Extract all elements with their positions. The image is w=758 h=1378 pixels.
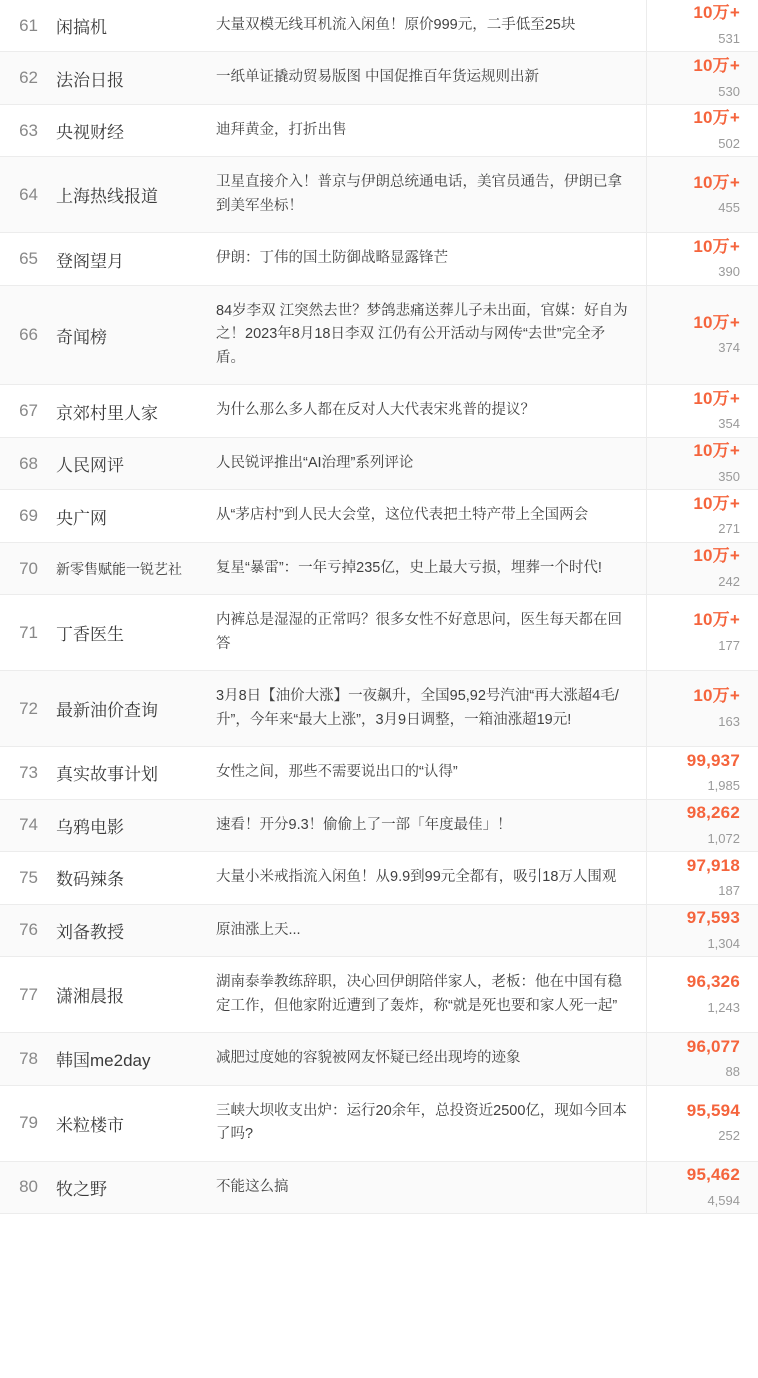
table-row[interactable] <box>0 671 758 747</box>
row-rank: 72 <box>19 698 38 718</box>
row-read-count: 10万+ <box>693 686 740 706</box>
row-stats <box>646 0 758 51</box>
row-like-count: 252 <box>718 1128 740 1144</box>
row-stats <box>646 1162 758 1213</box>
row-account[interactable]: 牧之野 <box>56 1179 107 1199</box>
row-like-count: 350 <box>718 468 740 484</box>
row-account[interactable]: 京郊村里人家 <box>56 403 158 423</box>
row-like-count: 271 <box>718 521 740 537</box>
table-row[interactable] <box>0 747 758 799</box>
row-read-count: 10万+ <box>693 3 740 23</box>
row-rank: 63 <box>19 120 38 140</box>
table-row[interactable] <box>0 438 758 490</box>
row-title[interactable]: 原油涨上天... <box>216 921 301 938</box>
row-title[interactable]: 84岁李双 江突然去世？梦鸽悲痛送葬儿子未出面，官媒：好自为之！2023年8月18日李双 江仍有公开活动与网传“去世”完全矛盾。 <box>216 302 628 366</box>
row-stats <box>646 438 758 489</box>
row-title[interactable]: 3月8日【油价大涨】一夜飙升，全国95,92号汽油“再大涨超4毛/升”，今年来“最大上涨”，3月9日调整，一箱油涨超19元! <box>216 688 619 728</box>
row-stats <box>646 800 758 851</box>
row-account[interactable]: 上海热线报道 <box>56 187 158 207</box>
row-account[interactable]: 最新油价查询 <box>56 701 158 721</box>
row-like-count: 187 <box>718 883 740 899</box>
row-stats <box>646 905 758 956</box>
row-title[interactable]: 大量双模无线耳机流入闲鱼！原价999元，二手低至25块 <box>216 17 576 33</box>
row-read-count: 10万+ <box>693 55 740 75</box>
row-like-count: 163 <box>718 714 740 730</box>
row-title[interactable]: 人民锐评推出“AI治理”系列评论 <box>216 454 414 471</box>
row-rank: 79 <box>19 1113 38 1133</box>
row-stats <box>646 385 758 436</box>
row-title[interactable]: 三峡大坝收支出炉：运行20余年，总投资近2500亿，现如今回本了吗? <box>216 1102 627 1143</box>
row-read-count: 10万+ <box>693 610 740 630</box>
table-row[interactable] <box>0 852 758 904</box>
row-account[interactable]: 人民网评 <box>56 456 124 476</box>
row-read-count: 95,462 <box>686 1164 740 1184</box>
row-read-count: 96,077 <box>686 1036 740 1056</box>
row-title[interactable]: 卫星直接介入！普京与伊朗总统通电话，美官员通告，伊朗已拿到美军坐标！ <box>216 174 622 214</box>
row-read-count: 10万+ <box>693 236 740 256</box>
row-rank: 74 <box>19 815 38 835</box>
row-like-count: 374 <box>718 340 740 356</box>
table-row[interactable] <box>0 385 758 437</box>
row-rank: 71 <box>19 622 38 642</box>
row-account[interactable]: 韩国me2day <box>56 1051 151 1071</box>
row-account[interactable]: 央广网 <box>56 508 107 528</box>
row-read-count: 10万+ <box>693 493 740 513</box>
row-like-count: 4,594 <box>707 1192 740 1208</box>
row-stats <box>646 157 758 232</box>
table-row[interactable] <box>0 0 758 52</box>
row-like-count: 88 <box>725 1064 740 1080</box>
row-like-count: 177 <box>718 638 740 654</box>
row-stats <box>646 52 758 103</box>
row-read-count: 10万+ <box>693 546 740 566</box>
row-rank: 70 <box>19 558 38 578</box>
row-read-count: 10万+ <box>693 441 740 461</box>
row-account[interactable]: 米粒楼市 <box>56 1115 124 1135</box>
row-like-count: 455 <box>718 200 740 216</box>
row-stats <box>646 105 758 156</box>
row-read-count: 10万+ <box>693 172 740 192</box>
table-row[interactable] <box>0 543 758 595</box>
row-title[interactable]: 大量小米戒指流入闲鱼！从9.9到99元全都有，吸引18万人围观 <box>216 869 617 886</box>
table-row[interactable] <box>0 1162 758 1214</box>
row-stats <box>646 490 758 541</box>
row-rank: 65 <box>19 249 38 269</box>
row-title[interactable]: 为什么那么多人都在反对人大代表宋兆普的提议？ <box>216 402 535 419</box>
row-stats <box>646 671 758 746</box>
row-stats <box>646 595 758 670</box>
row-rank: 67 <box>19 401 38 421</box>
row-rank: 73 <box>19 762 38 782</box>
row-title[interactable]: 速看！开分9.3！偷偷上了一部「年度最佳」！ <box>216 816 512 833</box>
row-like-count: 1,304 <box>707 935 740 951</box>
row-rank: 61 <box>19 15 38 35</box>
row-title[interactable]: 迪拜黄金，打折出售 <box>216 121 347 138</box>
row-rank: 75 <box>19 867 38 887</box>
row-read-count: 10万+ <box>693 388 740 408</box>
row-like-count: 531 <box>718 31 740 47</box>
row-read-count: 97,918 <box>686 855 740 875</box>
table-row[interactable] <box>0 1033 758 1085</box>
row-account[interactable]: 数码辣条 <box>56 870 124 890</box>
row-title[interactable]: 复星“暴雷”：一年亏掉235亿，史上最大亏损，埋葬一个时代! <box>216 559 602 576</box>
row-read-count: 96,326 <box>686 972 740 992</box>
row-rank: 77 <box>19 984 38 1004</box>
row-title[interactable]: 从“茅店村”到人民大会堂，这位代表把土特产带上全国两会 <box>216 507 589 524</box>
table-row[interactable] <box>0 105 758 157</box>
row-like-count: 502 <box>718 135 740 151</box>
row-account[interactable]: 丁香医生 <box>56 625 124 645</box>
row-account[interactable]: 潇湘晨报 <box>56 987 124 1007</box>
row-rank: 66 <box>19 325 38 345</box>
row-account[interactable]: 真实故事计划 <box>56 765 158 785</box>
table-row[interactable] <box>0 157 758 233</box>
row-read-count: 97,593 <box>686 908 740 928</box>
table-row[interactable] <box>0 490 758 542</box>
row-stats <box>646 852 758 903</box>
row-rank: 80 <box>19 1177 38 1197</box>
table-row[interactable] <box>0 233 758 285</box>
row-rank: 68 <box>19 453 38 473</box>
row-read-count: 10万+ <box>693 312 740 332</box>
row-stats <box>646 1033 758 1084</box>
row-account[interactable]: 新零售赋能一锐艺社 <box>56 560 182 577</box>
row-account[interactable]: 法治日报 <box>56 70 124 90</box>
row-like-count: 1,985 <box>707 778 740 794</box>
row-like-count: 1,072 <box>707 830 740 846</box>
row-account[interactable]: 奇闻榜 <box>56 327 107 347</box>
table-row[interactable] <box>0 52 758 104</box>
row-rank: 78 <box>19 1048 38 1068</box>
row-stats <box>646 957 758 1032</box>
table-row[interactable] <box>0 800 758 852</box>
row-title[interactable]: 女性之间，那些不需要说出口的“认得” <box>216 764 458 781</box>
row-title[interactable]: 伊朗：丁伟的国土防御战略显露锋芒 <box>216 250 448 267</box>
row-rank: 76 <box>19 920 38 940</box>
row-title[interactable]: 一纸单证撬动贸易版图 中国促推百年货运规则出新 <box>216 69 540 86</box>
table-row[interactable] <box>0 595 758 671</box>
table-row[interactable] <box>0 286 758 385</box>
row-rank: 69 <box>19 506 38 526</box>
row-stats <box>646 286 758 384</box>
table-row[interactable] <box>0 905 758 957</box>
row-account[interactable]: 乌鸦电影 <box>56 817 124 837</box>
row-read-count: 10万+ <box>693 108 740 128</box>
row-rank: 64 <box>19 184 38 204</box>
row-title[interactable]: 内裤总是湿湿的正常吗？很多女性不好意思问，医生每天都在回答 <box>216 612 622 652</box>
row-like-count: 390 <box>718 264 740 280</box>
row-title[interactable]: 不能这么搞 <box>216 1178 289 1195</box>
row-account[interactable]: 登阁望月 <box>56 251 124 271</box>
row-like-count: 530 <box>718 83 740 99</box>
row-rank: 62 <box>19 68 38 88</box>
row-stats <box>646 233 758 284</box>
row-account[interactable]: 刘备教授 <box>56 922 124 942</box>
row-stats <box>646 747 758 798</box>
row-read-count: 95,594 <box>686 1100 740 1120</box>
row-account[interactable]: 央视财经 <box>56 123 124 143</box>
row-title[interactable]: 减肥过度她的容貌被网友怀疑已经出现垮的迹象 <box>216 1050 521 1067</box>
row-read-count: 99,937 <box>686 750 740 770</box>
row-stats <box>646 543 758 594</box>
row-account[interactable]: 闲搞机 <box>56 18 107 38</box>
row-stats <box>646 1086 758 1161</box>
row-like-count: 354 <box>718 416 740 432</box>
row-like-count: 242 <box>718 573 740 589</box>
row-read-count: 98,262 <box>686 803 740 823</box>
table-row[interactable] <box>0 1086 758 1162</box>
row-like-count: 1,243 <box>707 999 740 1015</box>
row-title[interactable]: 湖南泰拳教练辞职，决心回伊朗陪伴家人，老板：他在中国有稳定工作，但他家附近遭到了轰炸，称“就是死也要和家人死一起” <box>216 974 622 1014</box>
table-row[interactable] <box>0 957 758 1033</box>
